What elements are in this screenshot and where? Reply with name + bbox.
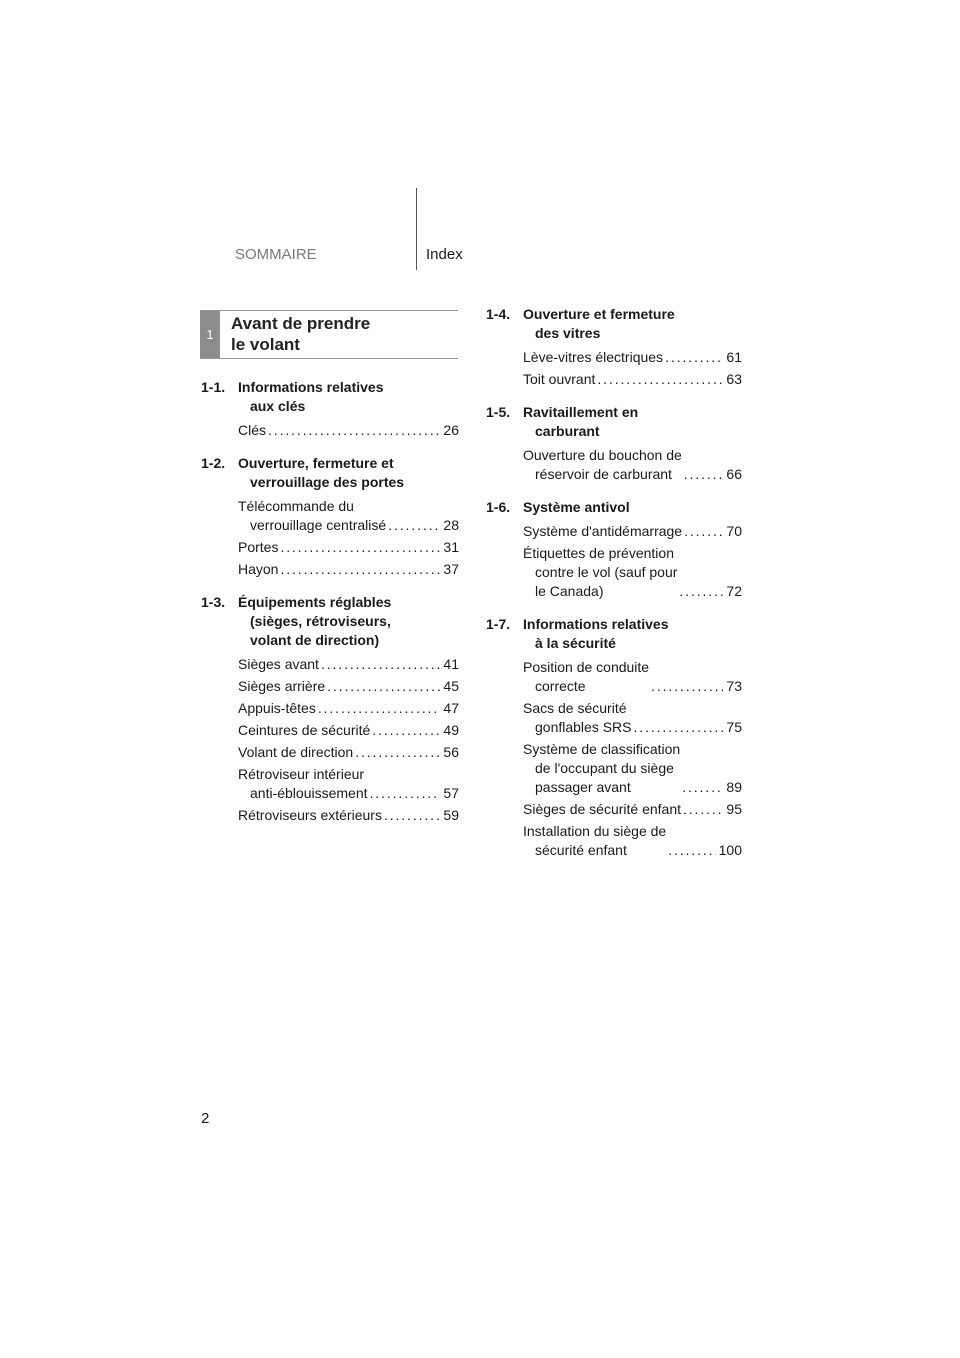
toc-right-column	[486, 305, 742, 874]
toc-group-1-6	[486, 498, 742, 601]
toc-entry[interactable]: Appuis-têtes . . . 47	[238, 699, 459, 718]
page-number: 2	[201, 1110, 210, 1127]
section-title: Avant de prendre le volant	[231, 314, 371, 354]
toc-entry[interactable]: Position de conduite correcte . . . 73	[523, 658, 742, 696]
toc-group-1-3	[201, 593, 459, 825]
toc-entry[interactable]: Sièges avant . . . 41	[238, 655, 459, 674]
toc-entry[interactable]: Toit ouvrant . . . 63	[523, 370, 742, 389]
toc-group-1-5	[486, 403, 742, 484]
toc-entry[interactable]: Rétroviseur intérieur anti-éblouissement . . . 57	[238, 765, 459, 803]
toc-entry[interactable]: Système de classification de l'occupant du siège passager avant . . . 89	[523, 740, 742, 797]
toc-entry[interactable]: Lève-vitres électriques . . . 61	[523, 348, 742, 367]
toc-entry[interactable]: Étiquettes de prévention contre le vol (sauf pour le Canada) . . . 72	[523, 544, 742, 601]
toc-group-1-4	[486, 305, 742, 389]
group-heading: 1-2. Ouverture, fermeture et verrouillage des portes	[201, 455, 405, 490]
index-link[interactable]: Index	[426, 246, 463, 263]
toc-entry[interactable]: Ceintures de sécurité . . . 49	[238, 721, 459, 740]
toc-entry[interactable]: Volant de direction . . . 56	[238, 743, 459, 762]
toc-group-1-7	[486, 615, 742, 860]
toc-entry[interactable]: Sièges arrière . . . 45	[238, 677, 459, 696]
toc-entry[interactable]: Sièges de sécurité enfant . . . 95	[523, 800, 742, 819]
toc-left-column	[201, 378, 459, 839]
toc-entry[interactable]: Rétroviseurs extérieurs . . . 59	[238, 806, 459, 825]
nav-divider	[416, 188, 417, 270]
toc-entry[interactable]: Système d'antidémarrage . . . 70	[523, 522, 742, 541]
sommaire-link[interactable]: SOMMAIRE	[235, 246, 317, 263]
section-number-tab: 1	[200, 311, 220, 358]
toc-entry[interactable]: Portes . . . 31	[238, 538, 459, 557]
toc-group-1-2	[201, 454, 459, 579]
toc-entry[interactable]: Télécommande du verrouillage centralisé . . . 28	[238, 497, 459, 535]
group-heading: 1-6. Système antivol	[486, 499, 630, 515]
toc-entry[interactable]: Hayon . . . 37	[238, 560, 459, 579]
section-header	[200, 310, 458, 359]
group-heading: 1-5. Ravitaillement en carburant	[486, 404, 639, 439]
toc-group-1-1	[201, 378, 459, 440]
toc-entry[interactable]: Ouverture du bouchon de réservoir de carburant . . . 66	[523, 446, 742, 484]
toc-entry[interactable]: Sacs de sécurité gonflables SRS . . . 75	[523, 699, 742, 737]
group-heading: 1-1. Informations relatives aux clés	[201, 379, 384, 414]
group-heading: 1-7. Informations relatives à la sécurité	[486, 616, 669, 651]
group-heading: 1-4. Ouverture et fermeture des vitres	[486, 306, 675, 341]
toc-entry[interactable]: Clés . . . 26	[238, 421, 459, 440]
group-heading: 1-3. Équipements réglables (sièges, rétroviseurs, volant de direction)	[201, 594, 392, 648]
toc-entry[interactable]: Installation du siège de sécurité enfant . . . 100	[523, 822, 742, 860]
